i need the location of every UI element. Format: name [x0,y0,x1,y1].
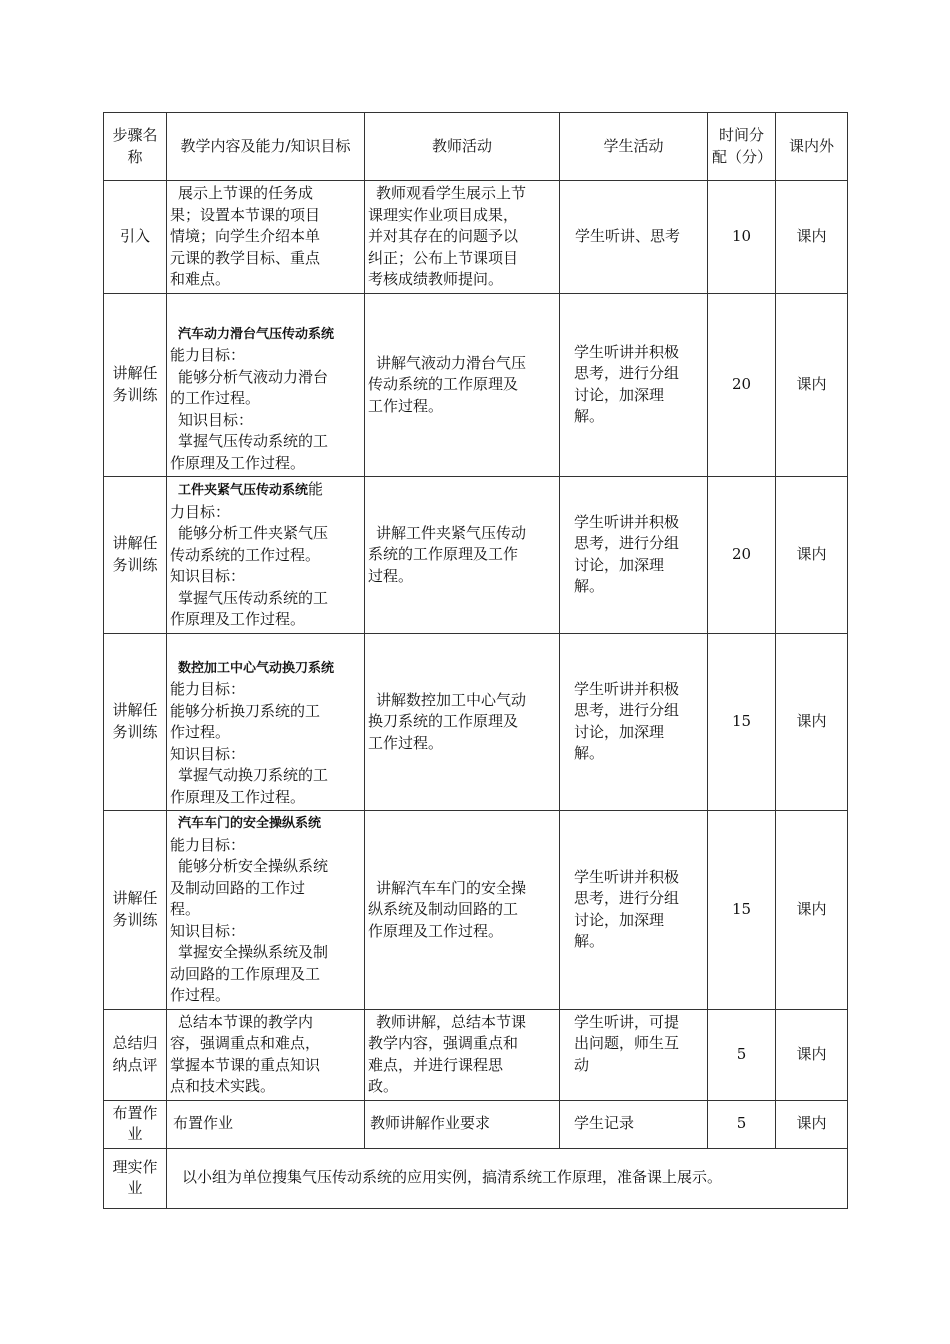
step-name: 讲解任务训练 [104,293,167,477]
content-line: 作原理及工作过程。 [170,610,306,628]
time-cell: 15 [708,811,776,1010]
content-line: 元课的教学目标、重点 [170,248,321,267]
teacher-line: 工作过程。 [368,396,444,415]
task-title-line [170,479,361,502]
content-line: 能力目标： [170,680,246,698]
student-line: 讨论，加深理 [574,910,665,929]
student-activity-cell [560,293,708,477]
header-step: 步骤名称 [104,113,167,181]
content-cell [167,1009,365,1100]
content-line: 作原理及工作过程。 [170,787,306,806]
student-line: 思考，进行分组 [574,701,680,720]
teacher-line: 纠正；公布上节课项目 [368,248,519,267]
table-row [104,293,848,477]
task-title: 汽车动力滑台气压传动系统 [178,326,335,342]
student-line: 动 [574,1055,590,1074]
task-title: 数控加工中心气动换刀系统 [178,660,335,676]
table-row [104,477,848,634]
student-line: 学生听讲，可提 [574,1012,680,1031]
content-line: 总结本节课的教学内 [178,1012,314,1031]
teacher-line: 政。 [368,1077,399,1095]
content-cell [167,811,365,1010]
header-time: 时间分配（分） [708,113,776,181]
table-row [104,1009,848,1100]
content-line: 掌握气压传动系统的工 [178,588,329,607]
teacher-line: 系统的工作原理及工作 [368,545,519,563]
location-cell: 课内 [776,1100,848,1148]
task-title-suffix: 能 [308,480,324,498]
student-line: 讨论，加深理 [574,722,665,741]
student-activity-cell [560,811,708,1010]
time-cell: 15 [708,633,776,811]
header-row [104,113,848,181]
student-line: 讨论，加深理 [574,385,665,404]
teacher-line: 纵系统及制动回路的工 [368,900,519,918]
time-cell: 5 [708,1100,776,1148]
student-line: 解。 [574,932,605,951]
teacher-line: 换刀系统的工作原理及 [368,712,519,730]
student-line: 思考，进行分组 [574,889,680,908]
student-line: 学生听讲并积极 [574,679,680,698]
teacher-activity-cell [365,181,560,294]
homework-step-name: 理实作业 [104,1148,167,1208]
content-line: 能够分析气液动力滑台 [178,367,329,386]
teacher-line: 讲解气液动力滑台气压 [376,353,527,372]
student-line: 解。 [574,577,605,596]
teacher-activity-cell [365,477,560,634]
student-activity-cell: 学生听讲、思考 [560,181,708,294]
teacher-line: 教师讲解，总结本节课 [376,1012,527,1031]
location-cell: 课内 [776,811,848,1010]
content-line: 掌握气动换刀系统的工 [178,766,329,784]
content-line: 容，强调重点和难点， [170,1034,321,1052]
content-line: 力目标： [170,502,231,521]
teacher-line: 课理实作业项目成果， [368,205,519,224]
teacher-activity-cell [365,811,560,1010]
student-activity-cell [560,477,708,634]
student-activity-cell [560,1009,708,1100]
table-row [104,181,848,294]
content-line: 传动系统的工作过程。 [170,545,321,564]
content-line: 果；设置本节课的项目 [170,205,321,224]
location-cell: 课内 [776,1009,848,1100]
table-row [104,1100,848,1148]
location-cell: 课内 [776,293,848,477]
content-cell [167,293,365,477]
content-line: 能力目标： [170,835,246,854]
teacher-activity-cell [365,293,560,477]
header-content: 教学内容及能力/知识目标 [167,113,365,181]
teacher-activity-cell [365,1009,560,1100]
content-cell [167,633,365,811]
student-line: 讨论，加深理 [574,555,665,574]
student-line: 思考，进行分组 [574,364,680,383]
teacher-line: 讲解工件夹紧气压传动 [376,523,527,542]
header-student-activity: 学生活动 [560,113,708,181]
time-cell: 20 [708,293,776,477]
content-cell [167,477,365,634]
student-activity-cell [560,633,708,811]
teacher-line: 教师观看学生展示上节 [376,184,527,202]
content-line: 作过程。 [170,986,231,1004]
content-line: 和难点。 [170,270,231,288]
content-line: 知识目标： [170,921,246,940]
step-name: 讲解任务训练 [104,811,167,1010]
time-cell: 10 [708,181,776,294]
teacher-activity-cell [365,633,560,811]
student-line: 解。 [574,407,605,426]
step-name: 讲解任务训练 [104,477,167,634]
content-line: 及制动回路的工作过 [170,878,306,897]
teacher-line: 工作过程。 [368,733,444,752]
student-line: 解。 [574,744,605,763]
content-line: 能力目标： [170,346,246,364]
content-line: 掌握气压传动系统的工 [178,432,329,450]
teacher-line: 作原理及工作过程。 [368,921,504,940]
content-line: 掌握安全操纵系统及制 [178,943,329,961]
content-line: 能够分析换刀系统的工 [170,701,321,720]
teacher-line: 难点，并进行课程思 [368,1055,504,1074]
time-cell: 5 [708,1009,776,1100]
student-line: 出问题，师生互 [574,1034,680,1052]
teacher-line: 考核成绩教师提问。 [368,270,504,288]
teacher-line: 讲解数控加工中心气动 [376,690,527,709]
content-line: 能够分析安全操纵系统 [178,857,329,875]
teacher-line: 过程。 [368,566,414,585]
content-line: 知识目标： [170,744,246,763]
student-line: 学生听讲并积极 [574,342,680,361]
student-line: 学生听讲并积极 [574,867,680,886]
teacher-activity-cell: 教师讲解作业要求 [365,1100,560,1148]
step-name: 引入 [104,181,167,294]
teacher-line: 教学内容，强调重点和 [368,1034,519,1052]
content-line: 动回路的工作原理及工 [170,964,321,983]
content-line: 点和技术实践。 [170,1077,276,1095]
student-activity-cell: 学生记录 [560,1100,708,1148]
location-cell: 课内 [776,477,848,634]
content-line: 知识目标： [178,410,254,429]
content-line: 掌握本节课的重点知识 [170,1055,321,1074]
step-name: 讲解任务训练 [104,633,167,811]
table-row [104,633,848,811]
table-row [104,811,848,1010]
content-line: 展示上节课的任务成 [178,184,314,202]
content-line: 作原理及工作过程。 [170,453,306,472]
header-teacher-activity: 教师活动 [365,113,560,181]
homework-row [104,1148,848,1208]
task-title: 工件夹紧气压传动系统 [178,483,309,498]
header-location: 课内外 [776,113,848,181]
content-line: 作过程。 [170,723,231,741]
location-cell: 课内 [776,181,848,294]
step-name: 总结归纳点评 [104,1009,167,1100]
content-line: 的工作过程。 [170,389,261,407]
lesson-plan-table [103,112,848,1209]
content-line: 程。 [170,900,201,918]
content-line: 能够分析工件夹紧气压 [178,524,329,542]
content-cell [167,181,365,294]
task-title: 汽车车门的安全操纵系统 [178,816,322,831]
content-line: 知识目标： [170,567,246,585]
content-cell: 布置作业 [167,1100,365,1148]
teacher-line: 并对其存在的问题予以 [368,227,519,245]
student-line: 学生听讲并积极 [574,512,680,531]
time-cell: 20 [708,477,776,634]
teacher-line: 讲解汽车车门的安全操 [376,878,527,897]
content-line: 情境；向学生介绍本单 [170,227,321,245]
step-name: 布置作业 [104,1100,167,1148]
homework-text: 以小组为单位搜集气压传动系统的应用实例，搞清系统工作原理，准备课上展示。 [167,1148,848,1208]
teacher-line: 传动系统的工作原理及 [368,375,519,393]
student-line: 思考，进行分组 [574,534,680,553]
location-cell: 课内 [776,633,848,811]
